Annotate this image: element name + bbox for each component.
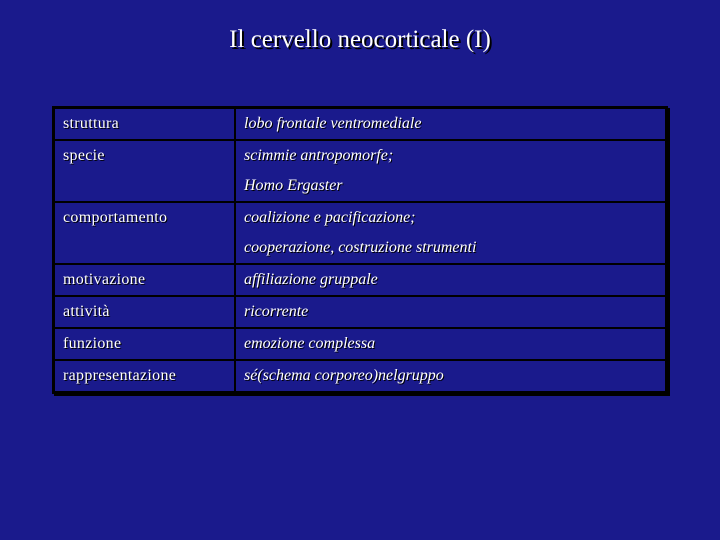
row-key: rappresentazione	[54, 360, 236, 393]
table-row	[54, 108, 667, 141]
row-key: motivazione	[54, 264, 236, 296]
value-line: scimmie antropomorfe;	[244, 147, 394, 164]
row-key: funzione	[54, 328, 236, 360]
slide-title: Il cervello neocorticale (I)	[229, 26, 491, 53]
row-value	[235, 264, 667, 296]
row-key: specie	[54, 140, 236, 202]
value-line: Homo Ergaster	[244, 177, 343, 194]
row-key: struttura	[54, 108, 236, 141]
row-value	[235, 328, 667, 360]
row-value	[235, 140, 667, 202]
table-row	[54, 360, 667, 393]
row-key: comportamento	[54, 202, 236, 264]
table-row	[54, 264, 667, 296]
value-line: lobo frontale ventromediale	[244, 115, 422, 132]
table-row	[54, 140, 667, 202]
value-line: affiliazione gruppale	[244, 271, 378, 288]
row-value	[235, 202, 667, 264]
value-line: sé(schema corporeo)nelgruppo	[244, 367, 444, 384]
value-line: cooperazione, costruzione strumenti	[244, 239, 477, 256]
row-value	[235, 296, 667, 328]
table-row	[54, 328, 667, 360]
row-value	[235, 108, 667, 141]
row-key: attività	[54, 296, 236, 328]
row-value	[235, 360, 667, 393]
table-row	[54, 296, 667, 328]
value-line: emozione complessa	[244, 335, 376, 352]
table-row	[54, 202, 667, 264]
value-line: ricorrente	[244, 303, 309, 320]
value-line: coalizione e pacificazione;	[244, 209, 416, 226]
properties-table	[52, 106, 668, 394]
